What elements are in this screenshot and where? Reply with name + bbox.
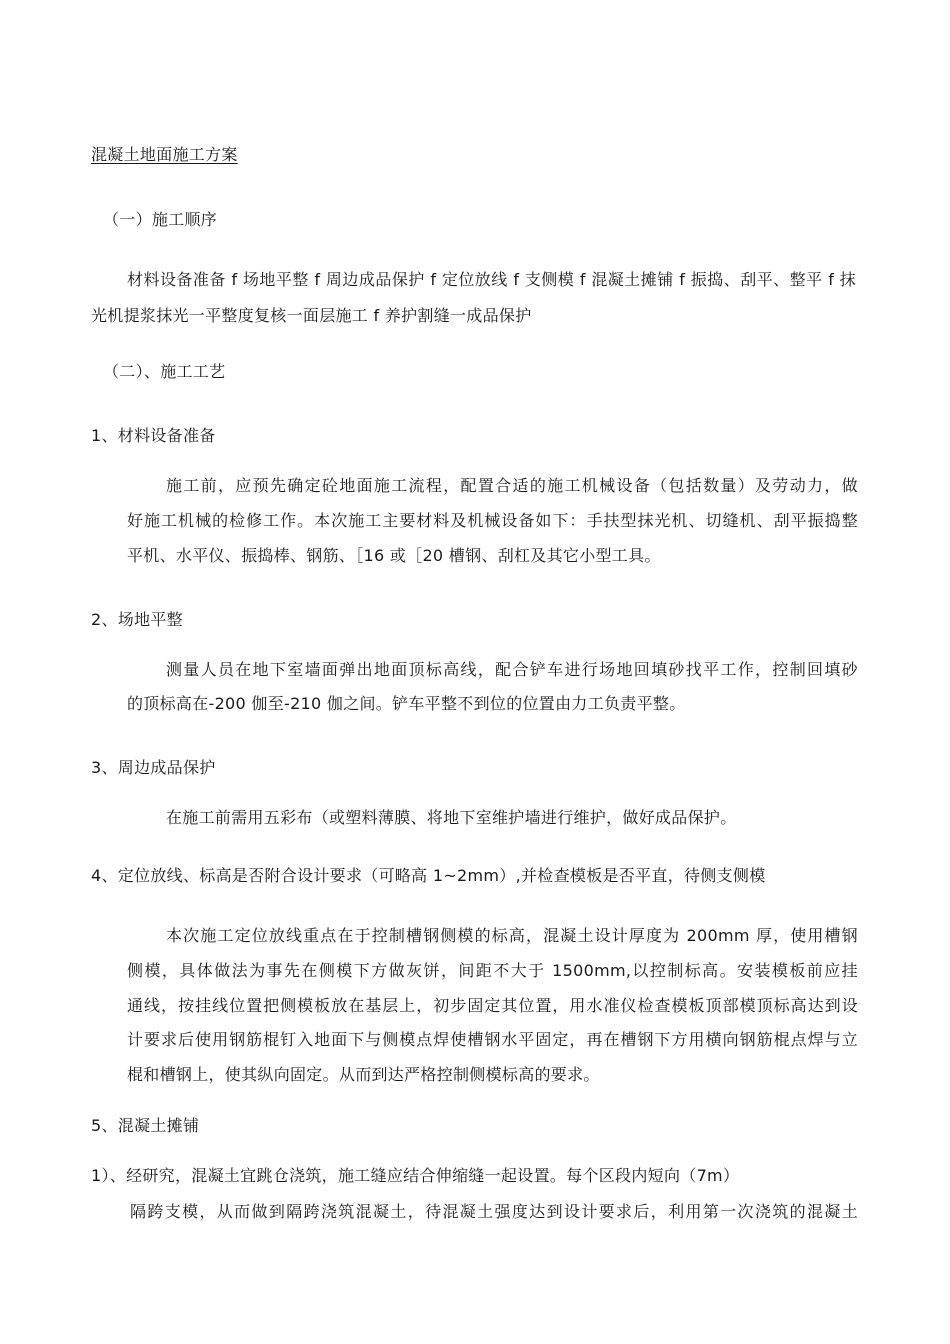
paragraph-line: 施工前，应预先确定砼地面施工流程，配置合适的施工机械设备（包括数量）及劳动力，做 [166, 476, 858, 495]
item-heading-1: 1、材料设备准备 [91, 426, 216, 445]
paragraph-line: 测量人员在地下室墙面弹出地面顶标高线，配合铲车进行场地回填砂找平工作，控制回填砂 [166, 660, 858, 679]
paragraph-line: 平机、水平仪、振捣棒、钢筋、［16 或［20 槽钢、刮杠及其它小型工具。 [127, 546, 661, 565]
paragraph-line: 光机提浆抹光一平整度复核一面层施工 f 养护割缝一成品保护 [91, 306, 532, 325]
paragraph-line: 好施工机械的检修工作。本次施工主要材料及机械设备如下：手扶型抹光机、切缝机、刮平振捣整 [127, 511, 858, 530]
paragraph-line: 本次施工定位放线重点在于控制槽钢侧模的标高，混凝土设计厚度为 200mm 厚，使用槽钢 [166, 926, 858, 945]
paragraph-line: 通线，按挂线位置把侧模板放在基层上，初步固定其位置，用水准仪检查模板顶部模顶标高达到设 [127, 996, 858, 1015]
paragraph-line: 侧模，具体做法为事先在侧模下方做灰饼，间距不大于 1500mm,以控制标高。安装模板前应挂 [127, 961, 858, 980]
paragraph-line: 计要求后使用钢筋棍钉入地面下与侧模点焊使槽钢水平固定，再在槽钢下方用横向钢筋棍点焊与立 [127, 1030, 858, 1049]
paragraph-line: 隔跨支模，从而做到隔跨浇筑混凝土，待混凝土强度达到设计要求后，利用第一次浇筑的混凝土 [130, 1202, 858, 1221]
paragraph-line: 的顶标高在-200 伽至-210 伽之间。铲车平整不到位的位置由力工负责平整。 [127, 694, 686, 713]
item-heading-4: 4、定位放线、标高是否附合设计要求（可略高 1~2mm）,并检查模板是否平直，待侧支侧模 [91, 866, 766, 885]
paragraph-line: 在施工前需用五彩布（或塑料薄膜、将地下室维护墙进行维护，做好成品保护。 [166, 808, 737, 827]
item-heading-3: 3、周边成品保护 [91, 758, 216, 777]
paragraph-line: 材料设备准备 f 场地平整 f 周边成品保护 f 定位放线 f 支侧模 f 混凝土摊铺 f 振捣、刮平、整平 f 抹 [127, 270, 856, 289]
paragraph-line: 棍和槽钢上，使其纵向固定。从而到达严格控制侧模标高的要求。 [127, 1065, 600, 1084]
paragraph-line: 1）、经研究，混凝土宜跳仓浇筑，施工缝应结合伸缩缝一起设置。每个区段内短向（7m） [91, 1166, 740, 1185]
section-heading-sequence: （一）施工顺序 [103, 210, 218, 229]
item-heading-2: 2、场地平整 [91, 610, 183, 629]
item-heading-5: 5、混凝土摊铺 [91, 1116, 200, 1135]
document-title: 混凝土地面施工方案 [91, 145, 238, 164]
section-heading-process: （二）、施工工艺 [103, 362, 226, 381]
